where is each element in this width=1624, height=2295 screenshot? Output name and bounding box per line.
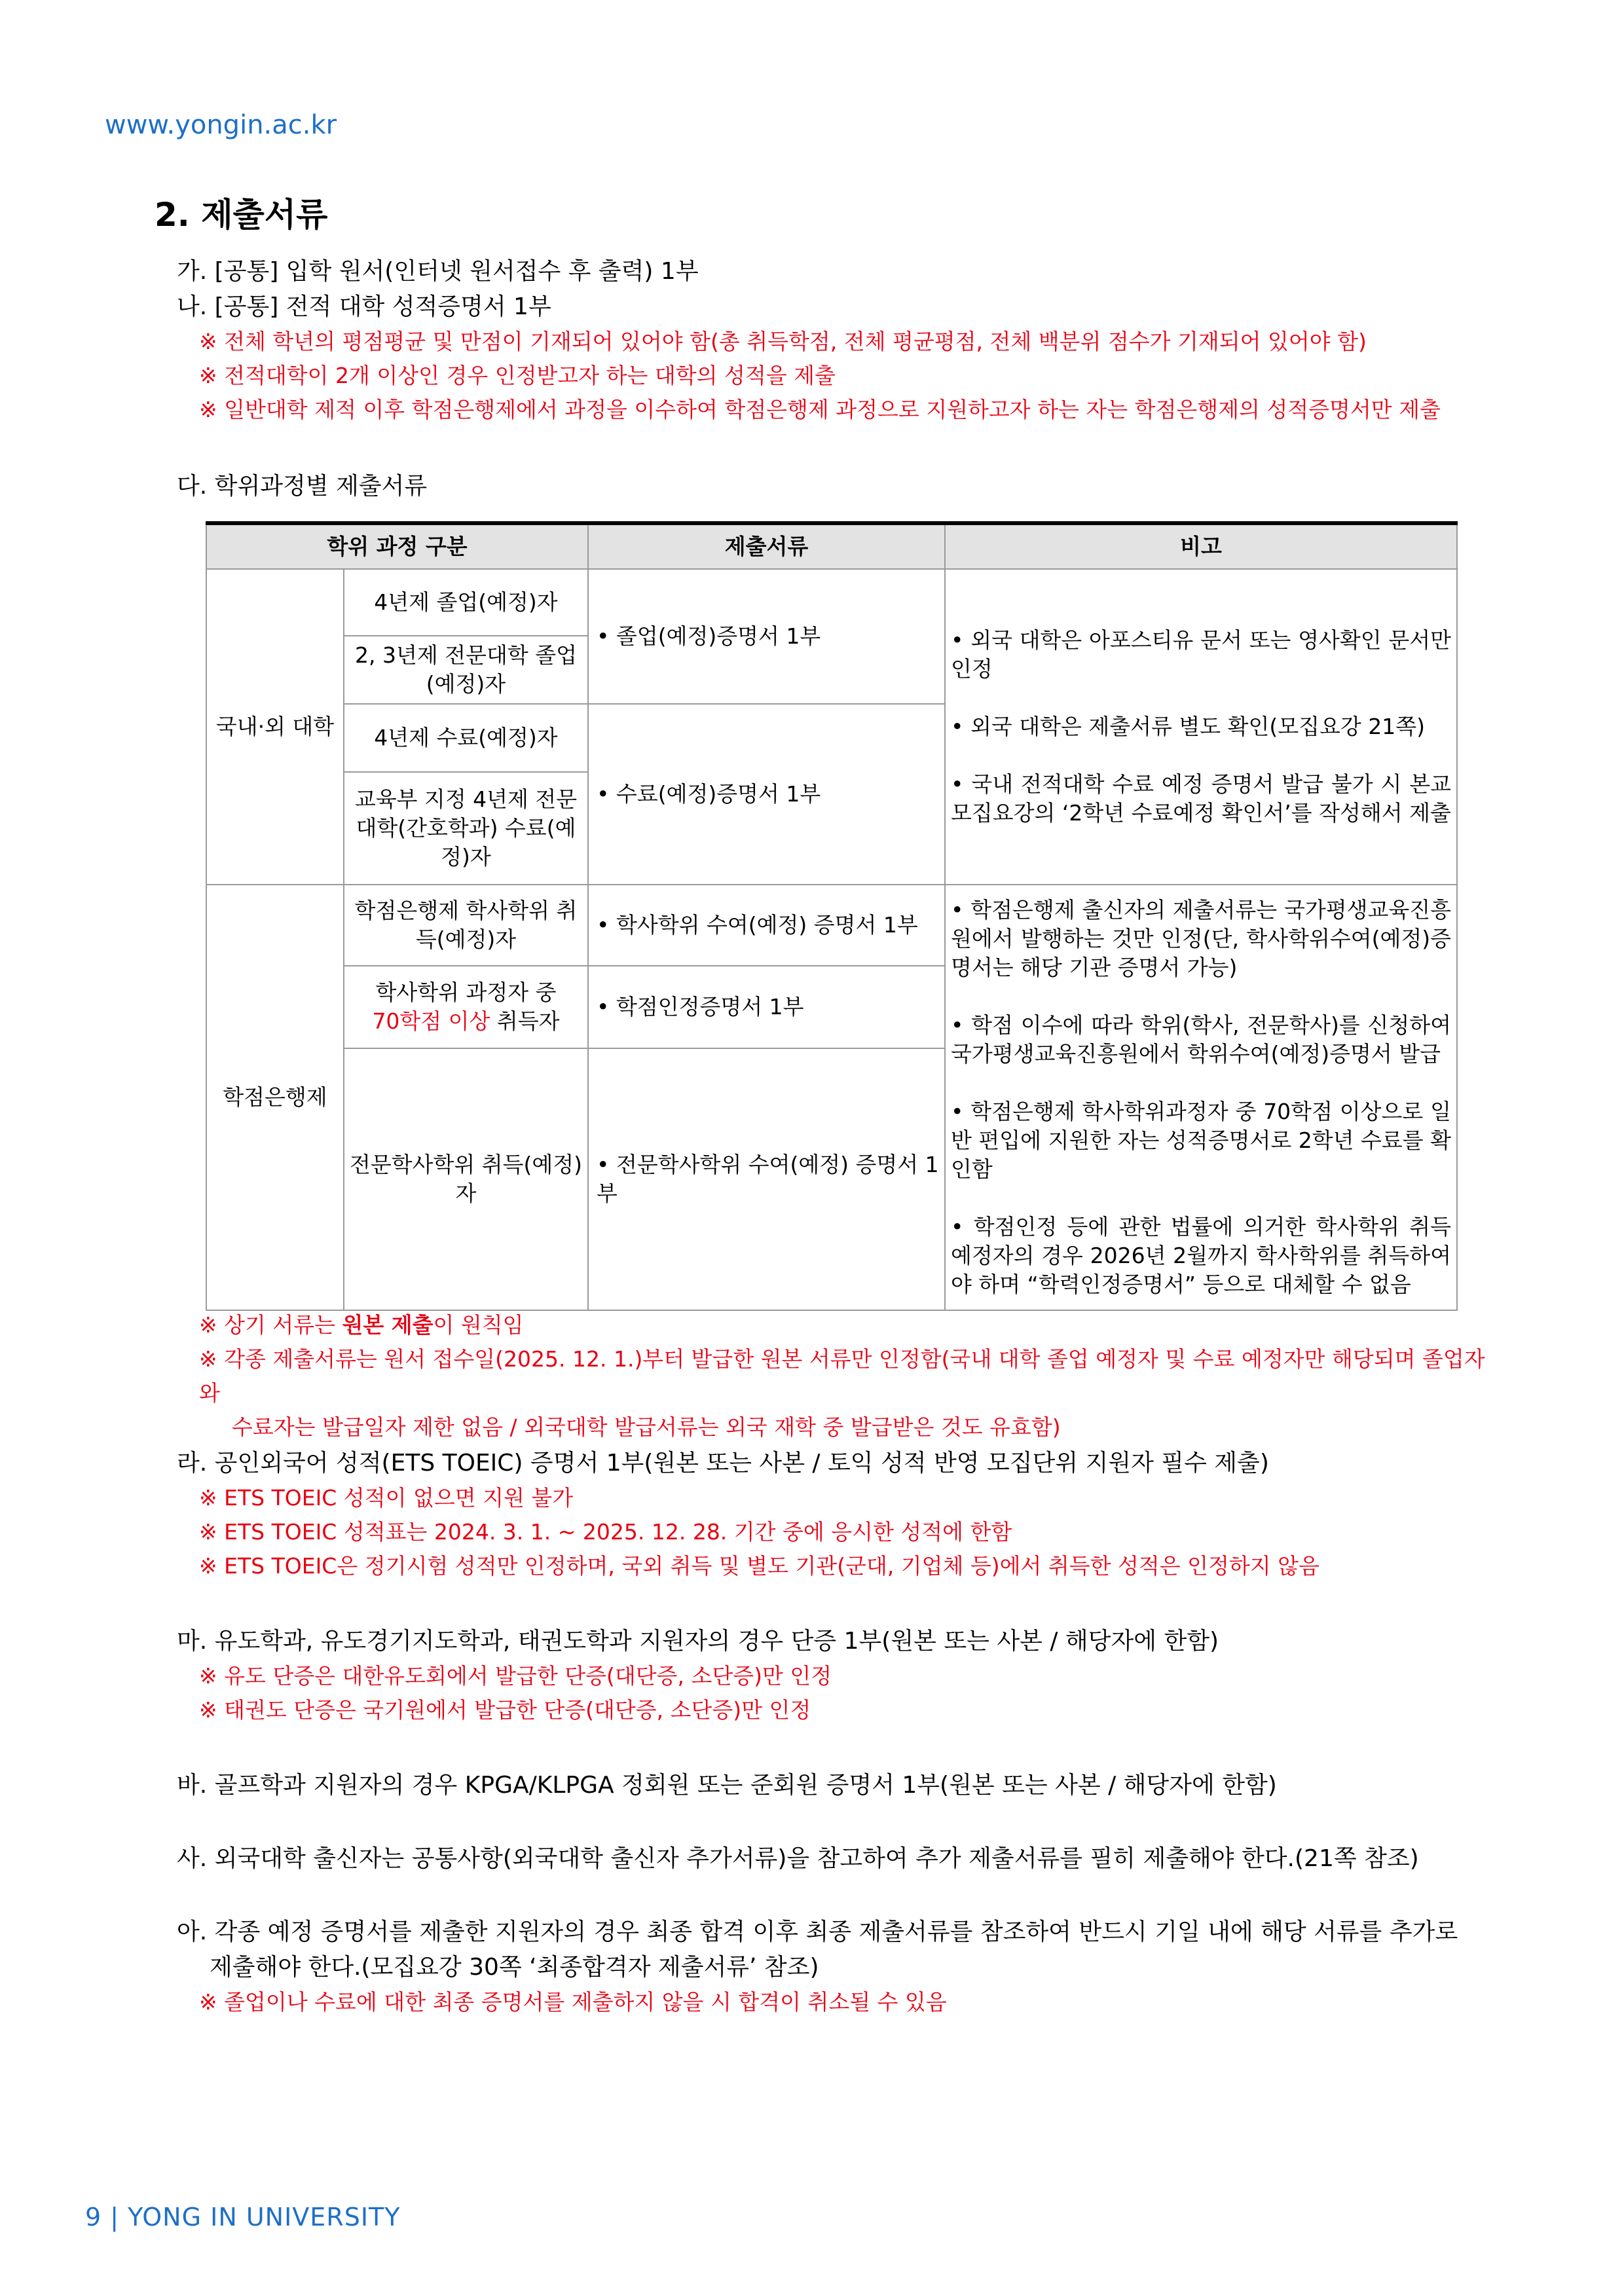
item-ra: 라. 공인외국어 성적(ETS TOEIC) 증명서 1부(원본 또는 사본 / 토익 성적 반영 모집단위 지원자 필수 제출)	[177, 1450, 1269, 1477]
item-ma: 마. 유도학과, 유도경기지도학과, 태권도학과 지원자의 경우 단증 1부(원본 또는 사본 / 해당자에 한함)	[177, 1628, 1219, 1655]
group-credit-bank: 학점은행제	[206, 885, 344, 1310]
item-ra-block	[177, 1446, 1486, 1583]
degree-documents-table	[206, 521, 1458, 1311]
category-cb-70credits	[344, 966, 588, 1048]
note-orig-post: 이 원칙임	[433, 1312, 524, 1338]
remark-cb-4: • 학점인정 등에 관한 법률에 의거한 학사학위 취득 예정자의 경우 2026년 2월까지 학사학위를 취득하여야 하며 “학력인정증명서” 등으로 대체할 수 없음	[951, 1214, 1451, 1297]
category-college-grad: 2, 3년제 전문대학 졸업(예정)자	[344, 636, 588, 704]
item-ba: 바. 골프학과 지원자의 경우 KPGA/KLPGA 정회원 또는 준회원 증명서 1부(원본 또는 사본 / 해당자에 한함)	[177, 1772, 1277, 1799]
section-title: 2. 제출서류	[155, 196, 328, 234]
item-da-block	[177, 469, 1486, 504]
header-documents: 제출서류	[588, 523, 945, 569]
item-ma-block	[177, 1624, 1486, 1727]
note-ma-1: ※ 유도 단증은 대한유도회에서 발급한 단증(대단증, 소단증)만 인정	[199, 1663, 832, 1689]
cb-70-line2	[345, 1007, 587, 1036]
remark-cb-3: • 학점은행제 학사학위과정자 중 70학점 이상으로 일반 편입에 지원한 자는 성적증명서로 2학년 수료를 확인함	[951, 1099, 1451, 1182]
table-row	[206, 885, 1457, 966]
category-cb-associate: 전문학사학위 취득(예정)자	[344, 1048, 588, 1310]
remarks-credit-bank	[945, 885, 1457, 1310]
items-ga-na	[177, 254, 1486, 427]
note-ra-2: ※ ETS TOEIC 성적표는 2024. 3. 1. ~ 2025. 12. 28. 기간 중에 응시한 성적에 한함	[199, 1519, 1012, 1545]
note-original-required	[177, 1308, 1486, 1342]
doc-grad-cert: • 졸업(예정)증명서 1부	[588, 569, 945, 704]
note-na-3: ※ 일반대학 제적 이후 학점은행제에서 과정을 이수하여 학점은행제 과정으로 지원하고자 하는 자는 학점은행제의 성적증명서만 제출	[199, 397, 1441, 422]
remarks-domestic	[945, 569, 1457, 885]
note-na-2: ※ 전적대학이 2개 이상인 경우 인정받고자 하는 대학의 성적을 제출	[199, 363, 836, 388]
table-header-row	[206, 523, 1457, 569]
page-footer: 9 | YONG IN UNIVERSITY	[85, 2203, 401, 2231]
note-orig-bold: 원본 제출	[342, 1312, 434, 1338]
table-row	[206, 569, 1457, 636]
note-ra-1: ※ ETS TOEIC 성적이 없으면 지원 불가	[199, 1485, 574, 1511]
header-remarks: 비고	[945, 523, 1457, 569]
remark-domestic-3: • 국내 전적대학 수료 예정 증명서 발급 불가 시 본교 모집요강의 ‘2학년 수료예정 확인서’를 작성해서 제출	[951, 771, 1451, 826]
doc-comp-cert: • 수료(예정)증명서 1부	[588, 704, 945, 885]
item-da: 다. 학위과정별 제출서류	[177, 473, 428, 500]
doc-bachelor-cert: • 학사학위 수여(예정) 증명서 1부	[588, 885, 945, 966]
note-orig-pre: ※ 상기 서류는	[199, 1312, 342, 1338]
item-a-block	[177, 1915, 1486, 2019]
note-issue-date-1: ※ 각종 제출서류는 원서 접수일(2025. 12. 1.)부터 발급한 원본 서류만 인정함(국내 대학 졸업 예정자 및 수료 예정자만 해당되며 졸업자와	[199, 1346, 1485, 1406]
cb-70-post: 취득자	[490, 1008, 560, 1034]
remark-domestic-2: • 외국 대학은 제출서류 별도 확인(모집요강 21쪽)	[951, 714, 1425, 739]
item-ba-block	[177, 1768, 1486, 1803]
item-a-line2: 제출해야 한다.(모집요강 30쪽 ‘최종합격자 제출서류’ 참조)	[210, 1954, 819, 1981]
note-ma-2: ※ 태권도 단증은 국기원에서 발급한 단증(대단증, 소단증)만 인정	[199, 1697, 811, 1723]
item-ga: 가. [공통] 입학 원서(인터넷 원서접수 후 출력) 1부	[177, 258, 699, 285]
note-a: ※ 졸업이나 수료에 대한 최종 증명서를 제출하지 않을 시 합격이 취소될 수 있음	[199, 1989, 947, 2015]
category-cb-bachelor: 학점은행제 학사학위 취득(예정)자	[344, 885, 588, 966]
note-issue-date-2: 수료자는 발급일자 제한 없음 / 외국대학 발급서류는 외국 재학 중 발급받은 것도 유효함)	[232, 1414, 1061, 1440]
group-domestic: 국내·외 대학	[206, 569, 344, 885]
remark-cb-1: • 학점은행제 출신자의 제출서류는 국가평생교육진흥원에서 발행하는 것만 인정(단, 학사학위수여(예정)증명서는 해당 기관 증명서 가능)	[951, 897, 1451, 980]
item-na: 나. [공통] 전적 대학 성적증명서 1부	[177, 293, 551, 320]
doc-credit-cert: • 학점인정증명서 1부	[588, 966, 945, 1048]
after-table-notes	[177, 1308, 1486, 1444]
cb-70-line1: 학사학위 과정자 중	[375, 980, 557, 1005]
header-category: 학위 과정 구분	[206, 523, 588, 569]
category-nursing-comp: 교육부 지정 4년제 전문대학(간호학과) 수료(예정)자	[344, 772, 588, 885]
category-4yr-comp: 4년제 수료(예정)자	[344, 704, 588, 772]
item-sa-block	[177, 1841, 1486, 1877]
item-a-line1: 아. 각종 예정 증명서를 제출한 지원자의 경우 최종 합격 이후 최종 제출서류를 참조하여 반드시 기일 내에 해당 서류를 추가로	[177, 1919, 1458, 1945]
remark-domestic-1: • 외국 대학은 아포스티유 문서 또는 영사확인 문서만 인정	[951, 627, 1451, 682]
item-sa: 사. 외국대학 출신자는 공통사항(외국대학 출신자 추가서류)을 참고하여 추가 제출서류를 필히 제출해야 한다.(21쪽 참조)	[177, 1845, 1419, 1872]
doc-associate-cert: • 전문학사학위 수여(예정) 증명서 1부	[588, 1048, 945, 1310]
category-4yr-grad: 4년제 졸업(예정)자	[344, 569, 588, 636]
note-na-1: ※ 전체 학년의 평점평균 및 만점이 기재되어 있어야 함(총 취득학점, 전체 평균평점, 전체 백분위 점수가 기재되어 있어야 함)	[199, 329, 1367, 354]
note-ra-3: ※ ETS TOEIC은 정기시험 성적만 인정하며, 국외 취득 및 별도 기관(군대, 기업체 등)에서 취득한 성적은 인정하지 않음	[199, 1553, 1320, 1579]
site-url[interactable]: www.yongin.ac.kr	[105, 110, 337, 140]
cb-70-red: 70학점 이상	[372, 1008, 490, 1034]
remark-cb-2: • 학점 이수에 따라 학위(학사, 전문학사)를 신청하여 국가평생교육진흥원에서 학위수여(예정)증명서 발급	[951, 1012, 1451, 1067]
